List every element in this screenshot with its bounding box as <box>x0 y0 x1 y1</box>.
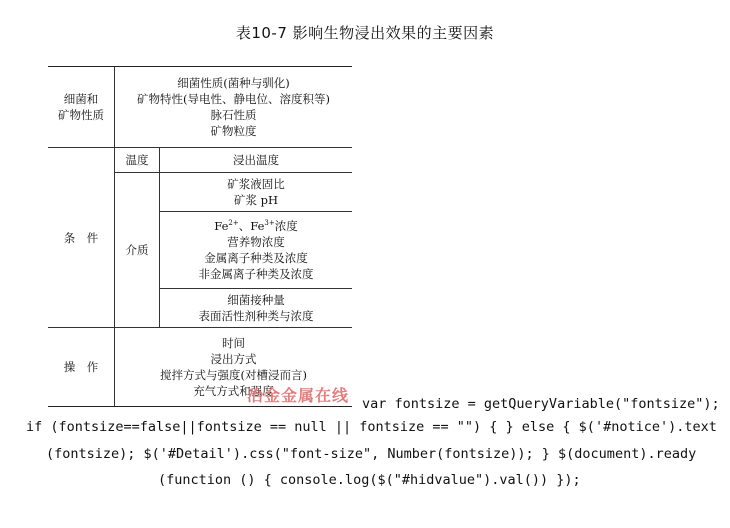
code-line-1: var fontsize = getQueryVariable("fontsize"); <box>362 396 720 412</box>
iron-ion-concentration: $Fe^{2+}$、$Fe^{3+}$浓度 <box>214 219 298 233</box>
medium-group-inoculation: 细菌接种量 表面活性剂种类与浓度 <box>160 289 353 328</box>
code-line-3: (fontsize); $('#Detail').css("font-size", Number(fontsize)); } $(document).ready <box>46 446 697 462</box>
category-conditions: 条 件 <box>48 148 115 328</box>
code-line-4: (function () { console.log($("#hidvalue").val()) }); <box>158 472 581 488</box>
medium-label: 介质 <box>115 173 160 328</box>
site-watermark: 冶金金属在线 <box>247 386 350 405</box>
code-line-2: if (fontsize==false||fontsize == null || fontsize == "") { } else { $('#notice').text <box>26 419 717 435</box>
medium-group-ions: $Fe^{2+}$、$Fe^{3+}$浓度 营养物浓度 金属离子种类及浓度 非金属离子种类及浓度 <box>160 212 353 289</box>
medium-group-slurry: 矿浆液固比 矿浆 pH <box>160 173 353 212</box>
temperature-value: 浸出温度 <box>160 148 353 173</box>
operation-items: 时间 浸出方式 搅拌方式与强度(对槽浸而言) 充气方式和强度 <box>115 328 353 407</box>
temperature-label: 温度 <box>115 148 160 173</box>
category-bacteria-mineral: 细菌和 矿物性质 <box>48 67 115 148</box>
category-operation: 操 作 <box>48 328 115 407</box>
factors-table <box>48 66 352 407</box>
table-title: 表10-7 影响生物浸出效果的主要因素 <box>235 24 495 42</box>
bacteria-mineral-items: 细菌性质(菌种与驯化) 矿物特性(导电性、静电位、溶度积等) 脉石性质 矿物粒度 <box>115 67 353 148</box>
